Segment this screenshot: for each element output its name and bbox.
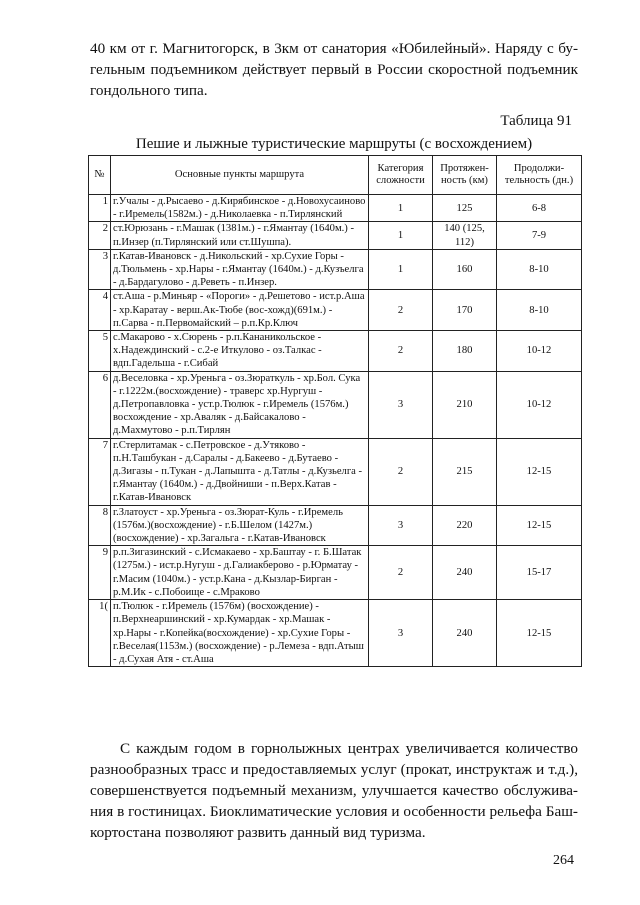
row-category: 2	[369, 546, 433, 600]
row-points: г.Учалы - д.Рысаево - д.Кирябинское - д.Новохусаиново - г.Иремель(1582м.) - д.Николаевка - п.Тирлянский	[111, 195, 369, 222]
row-number: 5	[89, 331, 111, 372]
row-points: ст.Аша - р.Миньяр - «Пороги» - д.Решетово - ист.р.Аша - хр.Каратау - верш.Ак-Тюбе (вос-хожд)(691м.) - п.Сарва - п.Первомайский – р.п.Кр.Ключ	[111, 290, 369, 331]
table-row	[89, 249, 582, 290]
row-category: 1	[369, 195, 433, 222]
row-length: 215	[433, 438, 497, 505]
row-points: ст.Юрюзань - г.Машак (1381м.) - г.Ямантау (1640м.) - п.Инзер (п.Тирлянский или ст.Шушпа).	[111, 222, 369, 249]
row-category: 1	[369, 249, 433, 290]
row-length: 180	[433, 331, 497, 372]
row-length: 170	[433, 290, 497, 331]
row-duration: 8-10	[497, 249, 582, 290]
table-row	[89, 546, 582, 600]
row-length: 220	[433, 505, 497, 546]
row-number: 7	[89, 438, 111, 505]
intro-paragraph: 40 км от г. Магнитогорск, в 3км от санатория «Юбилейный». Наряду с бу-гельным подъемником действует первый в России скоростной подъемник гондольного типа.	[90, 40, 578, 99]
table-row	[89, 505, 582, 546]
row-length: 210	[433, 371, 497, 438]
row-category: 3	[369, 371, 433, 438]
header-length: Протяжен-ность (км)	[433, 156, 497, 195]
row-length: 140 (125, 112)	[433, 222, 497, 249]
row-length: 160	[433, 249, 497, 290]
table-row	[89, 371, 582, 438]
row-duration: 12-15	[497, 438, 582, 505]
row-number: 6	[89, 371, 111, 438]
table-row	[89, 438, 582, 505]
header-category: Категория сложности	[369, 156, 433, 195]
table-header-row	[89, 156, 582, 195]
row-number: 3	[89, 249, 111, 290]
row-category: 1	[369, 222, 433, 249]
row-points: г.Стерлитамак - с.Петровское - д.Утяково - п.Н.Ташбукан - д.Саралы - д.Бакеево - д.Бутаево - д.Зигазы - п.Тукан - д.Лапышта - д.Татлы - д.Кузьелга - г.Ямантау (1640м.) - д.Двойниши - п.Верх.Катав - г.Катав-Ивановск	[111, 438, 369, 505]
header-points: Основные пункты маршрута	[111, 156, 369, 195]
table-row	[89, 290, 582, 331]
row-category: 2	[369, 438, 433, 505]
table-row	[89, 222, 582, 249]
row-number: 2	[89, 222, 111, 249]
row-points: п.Тюлюк - г.Иремель (1576м) (восхождение) - п.Верхнеаршинский - хр.Кумардак - хр.Машак - хр.Нары - г.Копейка(восхождение) - хр.Сухие Горы - г.Веселая(1153м.) (восхождение) - р.Лемеза - вдп.Атыш - д.Сухая Атя - ст.Аша	[111, 600, 369, 667]
header-num: №	[89, 156, 111, 195]
row-duration: 12-15	[497, 505, 582, 546]
row-number: 9	[89, 546, 111, 600]
row-number: 1	[89, 195, 111, 222]
row-category: 2	[369, 331, 433, 372]
row-points: д.Веселовка - хр.Уреньга - оз.Зюраткуль - хр.Бол. Сука - г.1222м.(восхождение) - траверс хр.Нургуш - д.Петропавловка - уст.р.Тюлюк - г.Иремель (1576м.) восхождение - хр.Аваляк - д.Байсакалово - д.Махмутово - р.п.Тирлян	[111, 371, 369, 438]
row-length: 125	[433, 195, 497, 222]
table-row	[89, 195, 582, 222]
table-row	[89, 600, 582, 667]
row-category: 3	[369, 600, 433, 667]
row-duration: 8-10	[497, 290, 582, 331]
row-points: с.Макарово - х.Сюрень - р.п.Кананикольское - х.Надеждинский - с.2-е Иткулово - оз.Талкас - вдп.Гадельша - г.Сибай	[111, 331, 369, 372]
table-row	[89, 331, 582, 372]
table-title: Пешие и лыжные туристические маршруты (с восхождением)	[135, 136, 533, 152]
row-points: г.Катав-Ивановск - д.Никольский - хр.Сухие Горы - д.Тюльмень - хр.Нары - г.Ямантау (1640м.) - д.Кузъелга - д.Бардагулово - д.Реветь - п.Инзер.	[111, 249, 369, 290]
row-length: 240	[433, 600, 497, 667]
row-points: г.Златоуст - хр.Уреньга - оз.Зюрат-Куль - г.Иремель (1576м.)(восхождение) - г.Б.Шелом (1427м.)(восхождение) - хр.Загальга - г.Катав-Ивановск	[111, 505, 369, 546]
row-points: р.п.Зигазинский - с.Исмакаево - хр.Баштау - г. Б.Шатак (1275м.) - ист.р.Нугуш - д.Галиакберово - р.Юрматау - г.Масим (1040м.) - уст.р.Кана - д.Кызлар-Бирган - р.М.Ик - с.Побоище - с.Мраково	[111, 546, 369, 600]
row-number: 8	[89, 505, 111, 546]
row-duration: 12-15	[497, 600, 582, 667]
header-duration: Продолжи-тельность (дн.)	[497, 156, 582, 195]
routes-table	[88, 155, 582, 667]
row-duration: 6-8	[497, 195, 582, 222]
page-number: 264	[553, 853, 574, 868]
row-duration: 7-9	[497, 222, 582, 249]
outro-paragraph: С каждым годом в горнолыжных центрах увеличивается количество разнообразных трасс и предоставляемых услуг (прокат, инструктаж и т.д.), совершенствуется подъемный механизм, улучшается качество обслужива-ния в гостиницах. Биоклиматические условия и особенности рельефа Баш-кортостана позволяют развить данный вид туризма.	[90, 740, 578, 841]
row-number: 1(	[89, 600, 111, 667]
row-duration: 10-12	[497, 331, 582, 372]
row-duration: 10-12	[497, 371, 582, 438]
row-number: 4	[89, 290, 111, 331]
table-body	[89, 195, 582, 667]
row-duration: 15-17	[497, 546, 582, 600]
row-category: 2	[369, 290, 433, 331]
table-number: Таблица 91	[500, 113, 572, 129]
row-length: 240	[433, 546, 497, 600]
row-category: 3	[369, 505, 433, 546]
